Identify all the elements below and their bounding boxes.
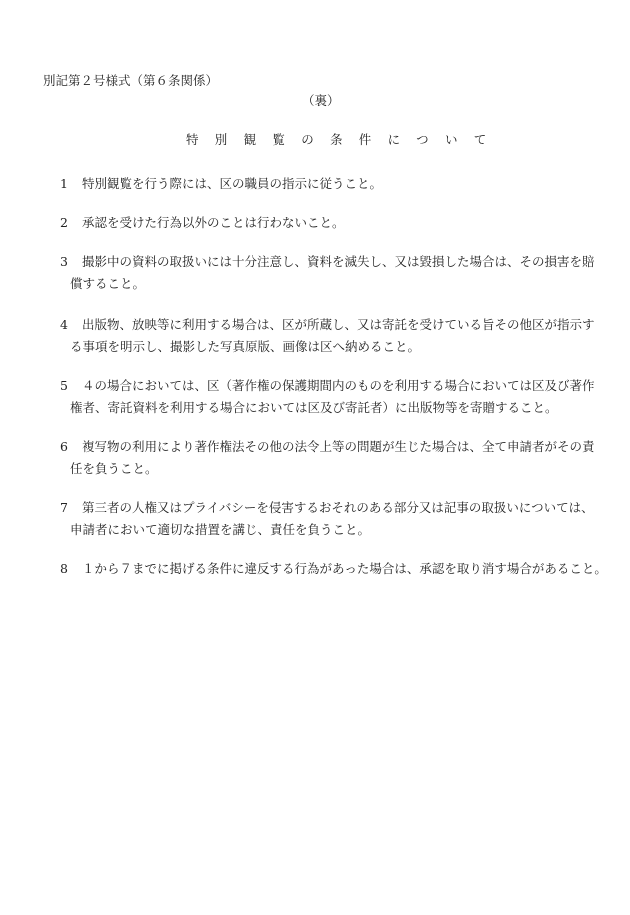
condition-item bbox=[60, 436, 600, 480]
condition-number: 5 bbox=[60, 378, 68, 393]
condition-text-line1: ４の場合においては、区（著作権の保護期間内のものを利用する場合においては区及び著作 bbox=[82, 378, 595, 393]
condition-item bbox=[60, 375, 600, 419]
condition-item bbox=[60, 212, 600, 234]
condition-text-line2: 任を負うこと。 bbox=[70, 461, 158, 476]
condition-number: 3 bbox=[60, 254, 68, 269]
condition-number: 2 bbox=[60, 215, 68, 230]
condition-text-line2: 申請者において適切な措置を講じ、責任を負うこと。 bbox=[70, 522, 371, 537]
document-title: 特別観覧の条件について bbox=[186, 132, 503, 147]
condition-item bbox=[60, 497, 600, 541]
condition-item bbox=[60, 251, 600, 295]
condition-text-line1: １から７までに掲げる条件に違反する行為があった場合は、承認を取り消す場合があること。 bbox=[82, 561, 607, 576]
condition-text-line2: る事項を明示し、撮影した写真原版、画像は区へ納めること。 bbox=[70, 339, 421, 354]
condition-text-line1: 複写物の利用により著作権法その他の法令上等の問題が生じた場合は、全て申請者がその責 bbox=[82, 439, 595, 454]
condition-number: 7 bbox=[60, 500, 68, 515]
condition-number: 8 bbox=[60, 561, 68, 576]
condition-text-line1: 出版物、放映等に利用する場合は、区が所蔵し、又は寄託を受けている旨その他区が指示す bbox=[82, 317, 595, 332]
condition-number: 4 bbox=[60, 317, 68, 332]
condition-item bbox=[60, 173, 600, 195]
condition-number: 6 bbox=[60, 439, 68, 454]
condition-item bbox=[60, 558, 607, 580]
condition-text-line2: 償すること。 bbox=[70, 276, 146, 291]
condition-text-line1: 撮影中の資料の取扱いには十分注意し、資料を滅失し、又は毀損した場合は、その損害を賠 bbox=[82, 254, 595, 269]
reverse-side-label: （裏） bbox=[302, 93, 340, 108]
condition-text-line2: 権者、寄託資料を利用する場合においては区及び寄託者）に出版物等を寄贈すること。 bbox=[70, 400, 558, 415]
condition-number: 1 bbox=[60, 176, 68, 191]
condition-text-line1: 第三者の人権又はプライバシーを侵害するおそれのある部分又は記事の取扱いについては、 bbox=[82, 500, 594, 515]
condition-text-line1: 承認を受けた行為以外のことは行わないこと。 bbox=[82, 215, 345, 230]
condition-item bbox=[60, 314, 600, 358]
form-number-label: 別記第２号様式（第６条関係） bbox=[43, 73, 219, 88]
condition-text-line1: 特別観覧を行う際には、区の職員の指示に従うこと。 bbox=[82, 176, 383, 191]
